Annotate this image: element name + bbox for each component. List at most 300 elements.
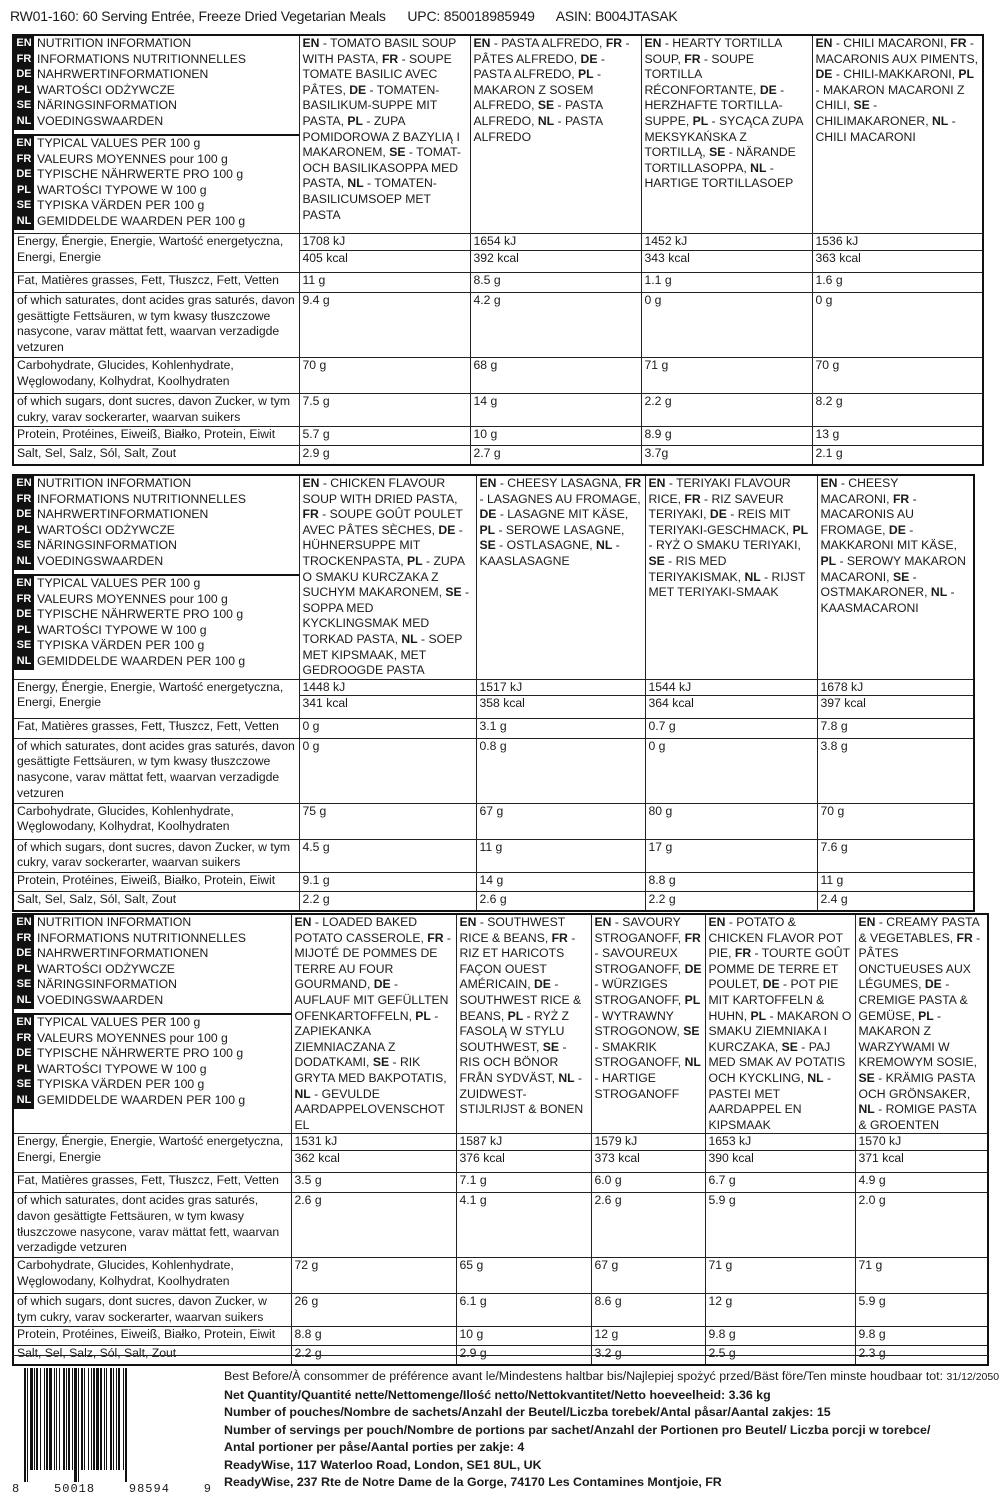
product-name-text: KRÄMIG PASTA OCH GRÖNSAKER, [858,1070,975,1101]
product-name-text: PÂTES ONCTUEUSES AUX LÉGUMES, [858,946,971,992]
lang-line [14,136,299,152]
language-flag: SE [14,638,34,654]
lang-text: WARTOŚCI ODŻYWCZE [37,522,175,537]
lang-line [14,1015,291,1031]
product-name: EN - HEARTY TORTILLA SOUP, FR - SOUPE TORTILLA RÉCONFORTANTE, DE - HERZHAFTE TORTILLA-SUPPE, PL - SYCĄCA ZUPA MEKSYKAŃSKA Z TORTILLĄ, SE - NÄRANDE TORTILLASOPPA, NL - HARTIGE TORTILLASOEP [641,35,812,234]
product-name-text: PASTA ALFREDO, [473,98,603,128]
lang-code: DE [373,977,391,992]
lang-text: TYPISKA VÄRDEN PER 100 g [37,638,205,653]
product-name-text: RIZ ET HARICOTS FAÇON OUEST AMÉRICAIN, [459,946,565,992]
lang-code: SE [853,98,870,113]
product-name-text: TOMATEN-BASILICUMSOEP MET PASTA [302,176,437,222]
lang-code: FR [427,930,444,945]
language-flag: PL [14,83,34,99]
protein-value: 9.1 g [299,872,476,891]
lang-line [14,98,299,114]
barcode-digit-group: 50018 [54,1482,96,1496]
saturates-value: 0 g [812,293,983,358]
energy-kj: 1654 kJ [471,234,641,251]
product-name: EN - CHEESY LASAGNA, FR - LASAGNES AU FROMAGE, DE - LASAGNE MIT KÄSE, PL - SEROWE LASAGNE, SE - OSTLASAGNE, NL - KAASLASAGNE [476,475,645,679]
product-name-text: KAASMACARONI [820,600,919,615]
protein-value: 8.8 g [645,872,817,891]
page-header [10,8,990,30]
product-name-text: POTATO & CHICKEN FLAVOR POT PIE, [708,915,843,961]
product-name-text: RIS OCH BÖNOR FRÅN SYDVÄST, [459,1055,559,1085]
energy-kcal: 405 kcal [302,250,348,265]
product-name-text: POT PIE MIT KARTOFFELN & HUHN, [708,977,839,1023]
energy-label: Energy, Énergie, Energie, Wartość energetyczna, Energi, Energie [13,1134,291,1173]
salt-row-label: Salt, Sel, Salz, Sól, Salt, Zout [13,446,299,466]
saturates-value: 5.9 g [705,1193,855,1258]
barcode-digit-group: 98594 [128,1482,170,1496]
language-flag: EN [14,915,34,931]
energy-label: Energy, Énergie, Energie, Wartość energetyczna, Energi, Energie [13,679,299,718]
lang-code: PL [347,113,363,128]
lang-code: DE [580,51,598,66]
lang-code: SE [683,1024,700,1039]
lang-line [14,1046,291,1062]
product-name-text: CHILI MACARONI, [843,36,951,50]
lang-code: PL [692,113,709,128]
saturates-value: 9.4 g [299,293,470,358]
lang-code: PL [750,1008,767,1023]
product-name-text: RIS MED TERIYAKISMAK, [648,553,745,584]
lang-code: SE [479,538,496,553]
energy-kj: 1531 kJ [292,1134,456,1151]
product-name-text: WYTRAWNY STROGONOW, [594,1008,684,1039]
carbohydrate-row [13,358,983,394]
language-flag: FR [14,592,34,608]
language-flag: EN [14,1015,34,1031]
net-quantity: Net Quantity/Quantité nette/Nettomenge/Ilość netto/Nettokvantitet/Netto hoeveelheid: 3.36 kg [224,1387,771,1402]
product-name-text: PASTA ALFREDO [473,113,603,144]
language-flag: DE [14,67,34,83]
lang-code: FR [950,36,967,50]
address-uk: ReadyWise, 117 Waterloo Road, London, SE1 8UL, UK [224,1457,542,1472]
product-name-text: MACARONIS AUX PIMENTS, [815,51,979,66]
language-flag: NL [14,654,34,670]
protein-value: 13 g [812,427,983,446]
product-name-text: HARTIGE STROGANOFF [594,1070,680,1101]
salt-row [13,446,983,466]
salt-value: 2.9 g [299,446,470,466]
fat-value: 11 g [299,273,470,293]
lang-code: EN [473,36,491,50]
nutrition-table [12,913,989,1366]
lang-code: EN [294,915,312,929]
product-name-text: CHEESY LASAGNA, [507,476,625,490]
saturates-value: 4.2 g [470,293,641,358]
nutrition-info-heading [14,36,299,136]
product-name-text: SEROWE LASAGNE, [505,522,625,537]
lang-line [14,183,299,199]
product-name-text: TOMAT-OCH BASILIKASOPPA MED PASTA, [302,145,461,191]
lang-line [14,915,291,931]
product-name-text: ROMIGE PASTA & GROENTEN [858,1102,976,1132]
fat-value: 1.1 g [641,273,812,293]
language-flag: SE [14,977,34,993]
product-name-text: SMAKRIK STROGANOFF, [594,1039,685,1070]
sugars-row [13,1294,988,1327]
sugars-row [13,839,974,872]
carbohydrate-value: 70 g [299,358,470,394]
lang-code: SE [648,553,665,568]
product-header-row [13,914,988,1134]
product-name-text: ZUPA POMIDOROWA Z BAZYLIĄ I MAKARONEM, [302,113,460,160]
saturates-value: 3.8 g [817,738,974,803]
servings-line-1: Number of servings per pouch/Nombre de portions par sachet/Anzahl der Portionen pro Beutel/ Liczba porcji w torebce/ [224,1422,931,1437]
salt-value: 3.2 g [591,1346,705,1366]
product-name-text: ZUPA O SMAKU KURCZAKA Z SUCHYM MAKARONEM, [302,553,465,600]
sugars-row-label: of which sugars, dont sucres, davon Zucker, w tym cukry, varav sockerarter, waarvan suikers [13,394,299,427]
product-name-text: PASTA ALFREDO, [501,36,606,50]
barcode-bars [24,1368,204,1470]
carbohydrate-value: 70 g [812,358,983,394]
energy-value [645,679,817,718]
salt-value: 2.7 g [470,446,641,466]
product-name-text: PASTA ALFREDO, [473,67,579,82]
energy-label: Energy, Énergie, Energie, Wartość energetyczna, Energi, Energie [13,234,299,273]
typical-values-heading [14,136,299,233]
product-name-text: AUFLAUF MIT GEFÜLLTEN OFENKARTOFFELN, [294,992,449,1023]
lang-code: PL [507,1008,524,1023]
product-name: EN - LOADED BAKED POTATO CASSEROLE, FR - MIJOTÉ DE POMMES DE TERRE AU FOUR GOURMAND, DE - AUFLAUF MIT GEFÜLLTEN OFENKARTOFFELN, PL - ZAPIEKANKA ZIEMNIACZANA Z DODATKAMI, SE - RIK GRYTA MED BAKPOTATIS, NL - GEVULDE AARDAPPELOVENSCHOTEL [291,914,456,1134]
lang-code: EN [302,476,320,490]
lang-text: WARTOŚCI ODŻYWCZE [37,961,175,976]
language-flag: NL [14,993,34,1009]
energy-value [291,1134,456,1173]
lang-line [14,993,291,1009]
lang-text: GEMIDDELDE WAARDEN PER 100 g [37,213,246,228]
lang-text: GEMIDDELDE WAARDEN PER 100 g [37,653,246,668]
energy-value [299,234,470,273]
lang-code: SE [709,145,726,160]
lang-text: TYPISCHE NÄHRWERTE PRO 100 g [37,607,244,622]
lang-text: WARTOŚCI TYPOWE W 100 g [37,1061,207,1076]
carbohydrate-value: 65 g [456,1258,591,1294]
product-name-text: LASAGNES AU FROMAGE, [486,491,641,506]
lang-text: NÄRINGSINFORMATION [37,98,177,113]
address-fr: ReadyWise, 237 Rte de Notre Dame de la Gorge, 74170 Les Contamines Montjoie, FR [224,1475,722,1489]
product-name-text: MAKARON Z WARZYWAMI W KREMOWYM SOSIE, [858,1024,978,1070]
lang-text: TYPISKA VÄRDEN PER 100 g [37,198,205,213]
product-name-text: MAKARON MACARONI Z CHILI, [815,82,965,113]
lang-code: SE [542,1039,560,1054]
lang-text: WARTOŚCI ODŻYWCZE [37,82,175,97]
product-name: EN - POTATO & CHICKEN FLAVOR POT PIE, FR - TOURTE GOÛT POMME DE TERRE ET POULET, DE - POT PIE MIT KARTOFFELN & HUHN, PL - MAKARON O SMAKU ZIEMNIAKA I KURCZAKA, SE - PAJ MED SMAK AV POTATIS OCH KYCKLING, NL - PASTEI MET AARDAPPEL EN KIPSMAAK [705,914,855,1134]
carbohydrate-row [13,1258,988,1294]
protein-value: 14 g [476,872,645,891]
energy-kcal: 343 kcal [644,250,690,265]
product-name-text: HEARTY TORTILLA SOUP, [644,36,782,66]
energy-value [817,679,974,718]
lang-code: FR [551,930,568,945]
language-flag: DE [14,1046,34,1062]
product-name-text: REIS MIT TERIYAKI-GESCHMACK, [648,507,793,537]
language-flag: DE [14,167,34,183]
energy-value [456,1134,591,1173]
sugars-value: 2.2 g [641,394,812,427]
language-flag: EN [14,136,34,152]
lang-text: VALEURS MOYENNES pour 100 g [37,151,228,166]
product-name: EN - CREAMY PASTA & VEGETABLES, FR - PÂTES ONCTUEUSES AUX LÉGUMES, DE - CREMIGE PASTA & GEMÜSE, PL - MAKARON Z WARZYWAMI W KREMOWYM SOSIE, SE - KRÄMIG PASTA OCH GRÖNSAKER, NL - ROMIGE PASTA & GROENTEN [855,914,988,1134]
fat-row-label: Fat, Matières grasses, Fett, Tłuszcz, Fett, Vetten [13,273,299,293]
energy-kcal: 362 kcal [294,1150,340,1165]
lang-code: EN [858,915,876,929]
lang-code: SE [892,569,910,584]
fat-row-label: Fat, Matières grasses, Fett, Tłuszcz, Fett, Vetten [13,718,299,738]
sugars-value: 26 g [291,1294,456,1327]
lang-text: INFORMATIONS NUTRITIONNELLES [37,491,247,506]
lang-line [14,36,299,52]
lang-code: PL [479,522,496,537]
sugars-value: 11 g [476,839,645,872]
sugars-row [13,394,983,427]
saturates-row [13,293,983,358]
lang-code: DE [684,961,702,976]
sugars-value: 6.1 g [456,1294,591,1327]
language-flag: PL [14,183,34,199]
typical-values-heading [14,1015,291,1112]
energy-row [13,1134,988,1173]
lang-code: NL [807,1070,824,1085]
nutrition-table [12,34,984,466]
lang-line [14,592,299,608]
barcode-digit-group: 8 [12,1482,21,1496]
language-flag: EN [14,576,34,592]
lang-text: TYPISCHE NÄHRWERTE PRO 100 g [37,1046,244,1061]
sugars-value: 14 g [470,394,641,427]
lang-line [14,1077,291,1093]
lang-code: NL [931,113,949,128]
product-name-text: MAKARON O SMAKU ZIEMNIAKA I KURCZAKA, [708,1008,852,1054]
best-before-label: Best Before/À consommer de préférence avant le/Mindestens haltbar bis/Najlepiej spożyć przed/Bäst före/Ten minste houdbaar tot: [224,1369,944,1383]
lang-code: FR [381,51,399,66]
salt-value: 2.5 g [705,1346,855,1366]
sugars-value: 8.2 g [812,394,983,427]
language-flag: NL [14,114,34,130]
energy-kj: 1579 kJ [592,1134,705,1151]
lang-line [14,654,299,670]
product-name-text: CHILI-MAKKARONI, [843,67,959,82]
energy-kj: 1544 kJ [646,680,817,697]
product-name-text: CHILI MACARONI [815,129,916,144]
fat-row [13,273,983,293]
lang-line [14,198,299,214]
lang-line [14,962,291,978]
energy-kj: 1452 kJ [642,234,812,251]
product-name: EN - TERIYAKI FLAVOUR RICE, FR - RIZ SAVEUR TERIYAKI, DE - REIS MIT TERIYAKI-GESCHMACK, PL - RYŻ O SMAKU TERIYAKI, SE - RIS MED TERIYAKISMAK, NL - RIJST MET TERIYAKI-SMAAK [645,475,817,679]
lang-code: DE [888,522,906,537]
sugars-value: 4.5 g [299,839,476,872]
package-info [224,1368,999,1492]
fat-value: 7.1 g [456,1173,591,1193]
energy-kj: 1678 kJ [818,680,974,697]
product-name-text: ZUIDWEST-STIJLRIJST & BONEN [459,1086,584,1117]
salt-value: 2.2 g [645,891,817,911]
energy-row [13,679,974,718]
salt-value: 2.1 g [812,446,983,466]
salt-value: 2.6 g [476,891,645,911]
product-name-text: RIJST MET TERIYAKI-SMAAK [648,569,806,600]
protein-value: 5.7 g [299,427,470,446]
language-flag: SE [14,198,34,214]
energy-kj: 1570 kJ [856,1134,988,1151]
saturates-value: 0 g [645,738,817,803]
asin-code: ASIN: B004JTASAK [555,8,678,24]
best-before-date: 31/12/2050 [946,1371,1000,1383]
energy-value [855,1134,988,1173]
product-name-text: MACARONIS AU FROMAGE, [820,507,914,537]
sugars-value: 17 g [645,839,817,872]
lang-text: TYPISKA VÄRDEN PER 100 g [37,1077,205,1092]
lang-text: NUTRITION INFORMATION [37,36,192,50]
lang-code: EN [648,476,666,490]
lang-code: FR [302,507,319,522]
lang-text: INFORMATIONS NUTRITIONNELLES [37,930,247,945]
product-name-text: CHICKEN FLAVOUR SOUP WITH DRIED PASTA, [302,476,458,506]
salt-row-label: Salt, Sel, Salz, Sól, Salt, Zout [13,891,299,911]
lang-code: NL [558,1070,575,1085]
header-label-cell [13,914,291,1134]
product-name-text: NÄRANDE TORTILLASOPPA, [644,145,796,175]
carbohydrate-value: 75 g [299,803,476,839]
saturates-row-label: of which saturates, dont acides gras saturés, davon gesättigte Fettsäuren, w tym kwasy tłuszczowe nasycone, varav mättat fett, waarvan verzadigde vetzuren [13,293,299,358]
salt-value: 2.9 g [456,1346,591,1366]
lang-code: EN [302,36,320,50]
product-name-text: MAKKARONI MIT KÄSE, [820,538,958,553]
energy-row [13,234,983,273]
lang-code: DE [815,67,833,82]
salt-value: 2.4 g [817,891,974,911]
saturates-value: 2.6 g [291,1193,456,1258]
protein-value: 8.8 g [291,1327,456,1346]
carbohydrate-row-label: Carbohydrate, Glucides, Kohlenhydrate, Węglowodany, Kolhydrat, Koolhydraten [13,358,299,394]
language-flag: PL [14,1062,34,1078]
lang-line [14,931,291,947]
energy-value [476,679,645,718]
language-flag: DE [14,946,34,962]
energy-value [641,234,812,273]
lang-text: NAHRWERTINFORMATIONEN [37,67,209,82]
salt-row-label: Salt, Sel, Salz, Sól, Salt, Zout [13,1346,291,1366]
upc-code: UPC: 850018985949 [407,8,535,24]
protein-row [13,872,974,891]
barcode-bar [127,1368,128,1482]
lang-text: NUTRITION INFORMATION [37,915,192,929]
product-name-text: GEVULDE AARDAPPELOVENSCHOTEL [294,1086,445,1132]
lang-line [14,623,299,639]
fat-value: 3.5 g [291,1173,456,1193]
lang-line [14,214,299,230]
fat-value: 3.1 g [476,718,645,738]
fat-value: 6.7 g [705,1173,855,1193]
protein-row-label: Protein, Protéines, Eiweiß, Białko, Protein, Eiwit [13,872,299,891]
language-flag: NL [14,554,34,570]
fat-value: 6.0 g [591,1173,705,1193]
product-name: EN - TOMATO BASIL SOUP WITH PASTA, FR - SOUPE TOMATE BASILIC AVEC PÂTES, DE - TOMATEN-BASILIKUM-SUPPE MIT PASTA, PL - ZUPA POMIDOROWA Z BAZYLIĄ I MAKARONEM, SE - TOMAT-OCH BASILIKASOPPA MED PASTA, NL - TOMATEN-BASILICUMSOEP MET PASTA [299,35,470,234]
product-name-text: PAJ MED SMAK AV POTATIS OCH KYCKLING, [708,1039,846,1085]
lang-code: EN [815,36,833,50]
salt-row [13,891,974,911]
energy-kj: 1517 kJ [477,680,645,697]
fat-row-label: Fat, Matières grasses, Fett, Tłuszcz, Fett, Vetten [13,1173,291,1193]
lang-code: SE [389,145,406,160]
lang-code: DE [709,507,727,522]
lang-code: PL [407,553,423,568]
lang-code: NL [858,1102,875,1117]
energy-kj: 1448 kJ [300,680,476,697]
lang-code: NL [294,1086,311,1101]
energy-kcal: 392 kcal [473,250,519,265]
carbohydrate-value: 67 g [591,1258,705,1294]
lang-line [14,83,299,99]
lang-text: TYPICAL VALUES PER 100 g [37,136,201,150]
lang-text: VALEURS MOYENNES pour 100 g [37,1030,228,1045]
lang-code: SE [537,98,555,113]
lang-code: DE [762,977,780,992]
lang-code: PL [918,1008,934,1023]
lang-code: SE [372,1055,390,1070]
fat-value: 0.7 g [645,718,817,738]
product-name-text: WÜRZIGES STROGANOFF, [594,977,685,1007]
lang-code: NL [347,176,364,191]
lang-line [14,507,299,523]
product-name-text: LOADED BAKED POTATO CASSEROLE, [294,915,428,945]
language-flag: PL [14,623,34,639]
carbohydrate-row-label: Carbohydrate, Glucides, Kohlenhydrate, Węglowodany, Kolhydrat, Koolhydraten [13,1258,291,1294]
language-flag: DE [14,607,34,623]
lang-code: PL [820,553,837,568]
lang-text: NÄRINGSINFORMATION [37,538,177,553]
lang-code: NL [750,160,767,175]
salt-value: 2.3 g [855,1346,988,1366]
carbohydrate-value: 71 g [641,358,812,394]
energy-kcal: 373 kcal [594,1150,640,1165]
carbohydrate-row [13,803,974,839]
lang-line [14,492,299,508]
lang-line [14,554,299,570]
lang-code: DE [924,977,942,992]
product-name-text: HERZHAFTE TORTILLA-SUPPE, [644,98,783,128]
lang-text: NAHRWERTINFORMATIONEN [37,946,209,961]
lang-line [14,114,299,130]
energy-value [470,234,641,273]
product-name-text: RIZ SAVEUR TERIYAKI, [648,491,784,522]
footer-section [12,1355,1000,1496]
carbohydrate-value: 80 g [645,803,817,839]
product-name-text: TERIYAKI FLAVOUR RICE, [648,476,791,506]
saturates-value: 4.1 g [456,1193,591,1258]
lang-code: NL [596,538,613,553]
product-header-row [13,35,983,234]
protein-value: 8.9 g [641,427,812,446]
language-flag: FR [14,492,34,508]
product-name-text: SAVOURY STROGANOFF, [594,915,685,945]
saturates-row-label: of which saturates, dont acides gras saturés, davon gesättigte Fettsäuren, w tym kwasy tłuszczowe nasycone, varav mättat fett, waarvan verzadigde vetzuren [13,738,299,803]
lang-code: NL [401,631,418,646]
lang-code: SE [445,585,462,600]
language-flag: FR [14,52,34,68]
carbohydrate-value: 67 g [476,803,645,839]
sugars-value: 8.6 g [591,1294,705,1327]
protein-value: 10 g [456,1327,591,1346]
saturates-row [13,1193,988,1258]
energy-kj: 1536 kJ [813,234,983,251]
lang-line [14,1031,291,1047]
product-name-text: HÜHNERSUPPE MIT TROCKENPASTA, [302,538,421,568]
lang-text: VOEDINGSWAARDEN [37,553,164,568]
